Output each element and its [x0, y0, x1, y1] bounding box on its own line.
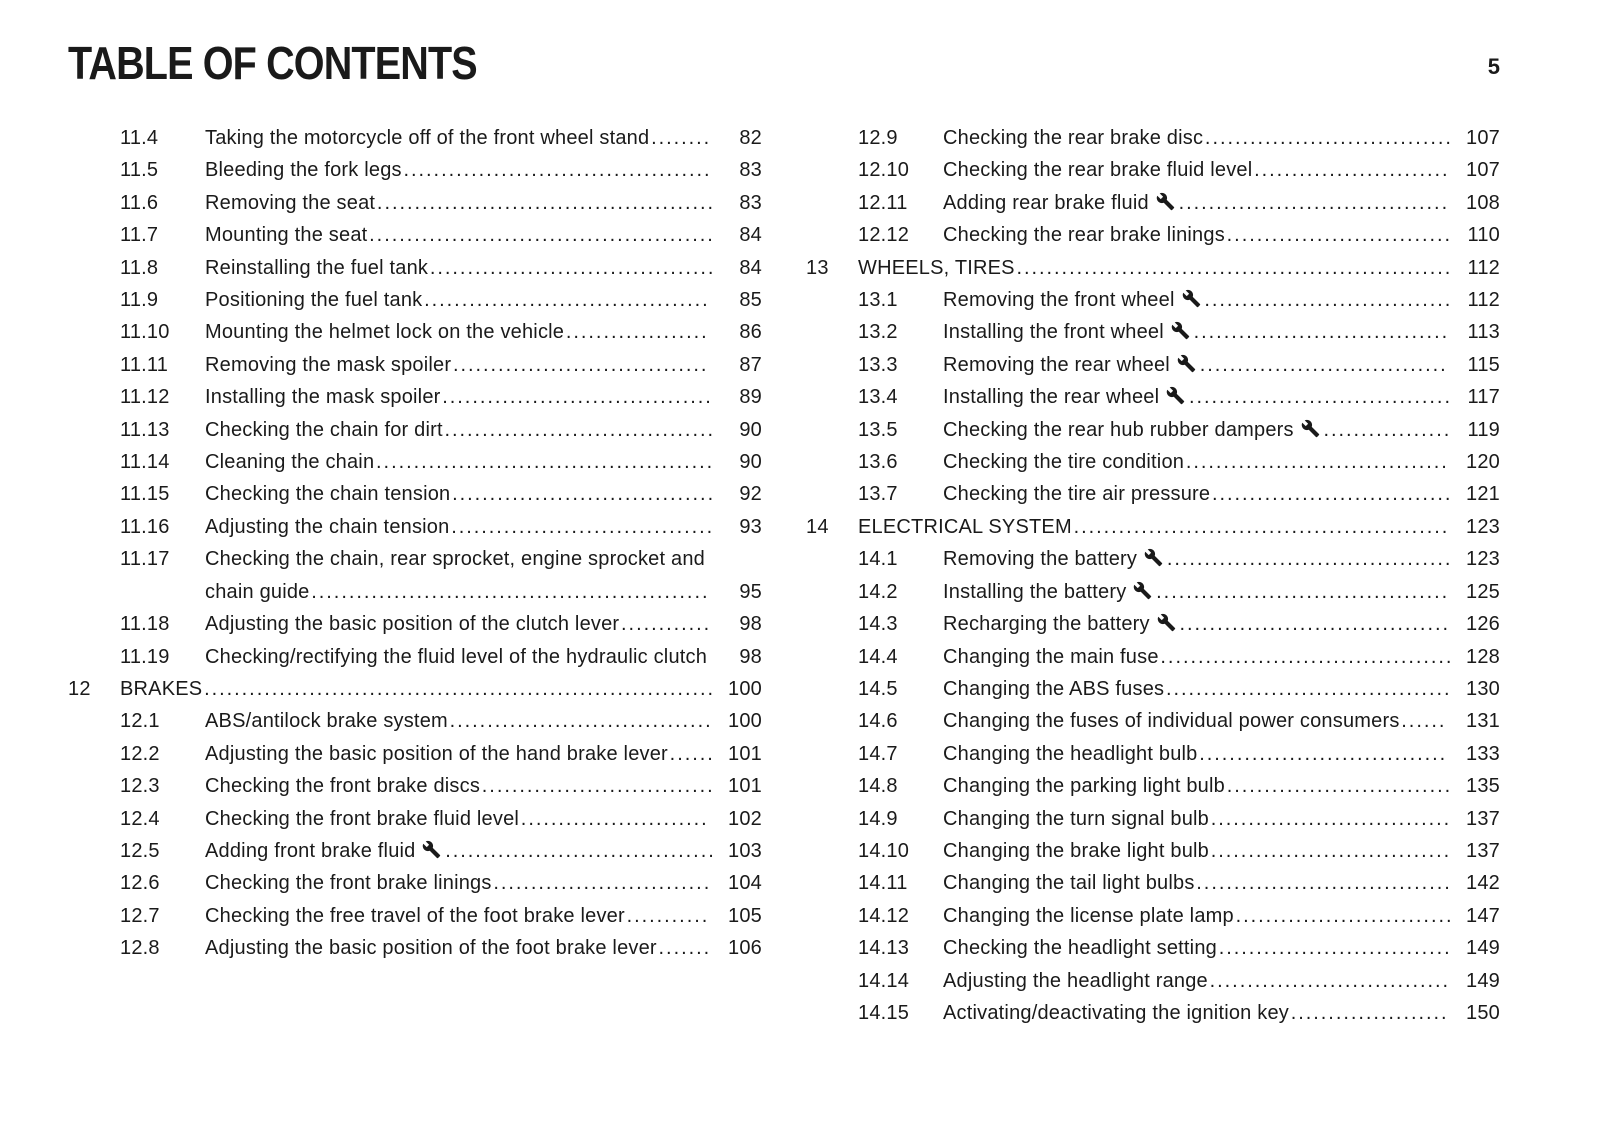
- wrench-icon: [1159, 386, 1187, 408]
- toc-entry: [68, 381, 762, 413]
- entry-page: 126: [1466, 613, 1500, 636]
- entry-page: 84: [739, 224, 762, 247]
- entry-page: 149: [1466, 969, 1500, 992]
- leader-dots: . . . . . . . . . . . . . . . . . . . . . . . . . . . . . . . . . . . .: [443, 839, 714, 862]
- entry-number: 13.3: [858, 353, 898, 376]
- entry-page: 101: [728, 742, 762, 765]
- leader-dots: . . . . . . . . . . . . . . . . . . . . .: [1288, 1001, 1447, 1024]
- entry-number: 11.9: [120, 289, 159, 312]
- entry-page: 90: [739, 451, 762, 474]
- entry-number: 11.6: [120, 191, 159, 214]
- toc-entry: [68, 900, 762, 932]
- toc-entry: [68, 705, 762, 737]
- leader-dots: . . . . . . . . . . . . . . . . . . . . . . . . . . . . . . .: [480, 775, 713, 798]
- entry-number: 11.16: [120, 515, 170, 538]
- toc-entry: [806, 414, 1500, 446]
- entry-page: 82: [739, 127, 762, 149]
- entry-page: 130: [1466, 677, 1500, 700]
- entry-page: 83: [739, 159, 762, 182]
- entry-page: 100: [728, 710, 762, 733]
- entry-page: 128: [1466, 645, 1500, 668]
- entry-number: 11.7: [120, 224, 159, 247]
- toc-entry: [806, 673, 1500, 705]
- leader-dots: . . . . . . . . . . . . . . . . . . . . . . . . . . . . . . . . . . . . . . . . . . . . . . . . . . . . . . . . . .: [1014, 256, 1451, 279]
- entry-title: Positioning the fuel tank: [205, 289, 423, 312]
- entry-number: 14.6: [858, 710, 898, 733]
- leader-dots: . . . . . . . . . . . . . . . . . . . . . . . . . . . . . .: [1224, 775, 1451, 798]
- entry-number: 11.14: [120, 451, 170, 474]
- entry-number: 12.11: [858, 191, 908, 214]
- entry-page: 117: [1467, 386, 1500, 409]
- entry-title: Adjusting the chain tension: [205, 515, 450, 538]
- entry-title: Installing the mask spoiler: [205, 386, 441, 409]
- entry-number: 12.12: [858, 224, 910, 247]
- toc-entry: [806, 349, 1500, 381]
- entry-number: 14.9: [858, 807, 898, 830]
- entry-number: 14: [806, 515, 829, 538]
- page-header: [68, 36, 1500, 90]
- entry-title: Checking the free travel of the foot brake lever: [205, 904, 625, 927]
- toc-entry: [806, 252, 1500, 284]
- entry-page: 104: [728, 872, 762, 895]
- toc-entry: [806, 316, 1500, 348]
- toc-entry: [806, 705, 1500, 737]
- entry-number: 12.3: [120, 775, 160, 798]
- toc-entry: [68, 446, 762, 478]
- entry-page: 119: [1467, 418, 1500, 441]
- entry-number: 12.9: [858, 127, 898, 149]
- entry-number: 11.18: [120, 613, 170, 636]
- leader-dots: . . . . . . . . . . . . . . . . . . . . . . . . . . . . . . . . . . . . . . . . . . . . . . . . . .: [1071, 515, 1448, 538]
- entry-number: 14.14: [858, 969, 910, 992]
- entry-page: 131: [1466, 710, 1500, 733]
- leader-dots: . . . . . . . . . . . . . . . . . . . . . . . . . . . . . . . . . . . . . .: [1165, 548, 1451, 571]
- toc-entry: [806, 576, 1500, 608]
- leader-dots: . . . . . .: [667, 742, 714, 765]
- leader-dots: . . . . . . . . . . . . . . . . . . . . . . . . . . . . . . . . .: [1197, 742, 1446, 765]
- toc-entry: [806, 738, 1500, 770]
- entry-title: Checking the chain for dirt: [205, 418, 443, 441]
- toc-entry: [806, 154, 1500, 186]
- leader-dots: . . . . . . . . . . . . . . . . . . . . . . . . . . . . . . . . . . . . . .: [428, 256, 714, 279]
- entry-title: Changing the brake light bulb: [943, 839, 1209, 862]
- entry-number: 14.5: [858, 677, 898, 700]
- entry-page: 107: [1466, 127, 1500, 149]
- toc-entry: [68, 414, 762, 446]
- entry-number: 14.3: [858, 613, 898, 636]
- entry-number: 11.13: [120, 418, 170, 441]
- entry-title: Changing the tail light bulbs: [943, 872, 1195, 895]
- page-title: TABLE OF CONTENTS: [68, 37, 477, 89]
- entry-page: 105: [728, 904, 762, 927]
- toc-entry: [68, 770, 762, 802]
- leader-dots: . . . . . . . . . . . . . . . . . . . . . . . . . . . . . . . . . . . . . . . . . . . . .: [375, 191, 714, 214]
- toc-entry: [68, 932, 762, 964]
- entry-page: 115: [1467, 353, 1500, 376]
- entry-title: Checking the tire air pressure: [943, 483, 1211, 506]
- entry-number: 12.1: [120, 710, 160, 733]
- entry-number: 11.12: [120, 386, 170, 409]
- entry-title: Changing the ABS fuses: [943, 677, 1165, 700]
- entry-page: 149: [1466, 937, 1500, 960]
- entry-number: 13.1: [858, 289, 898, 312]
- entry-title: BRAKES: [120, 677, 203, 700]
- wrench-icon: [1126, 581, 1154, 603]
- toc-entry: [806, 511, 1500, 543]
- entry-page: 123: [1466, 515, 1500, 538]
- leader-dots: . . . . . . . . . . . . . . . . . . . . . . . . . . . . . . . . . .: [1194, 872, 1450, 895]
- leader-dots: . . . . . . . . . . . . . . . . . . . . . . . . . . . . . . . . . . .: [1184, 451, 1448, 474]
- toc-entry: [68, 252, 762, 284]
- toc-entry: [68, 738, 762, 770]
- page-number: 5: [1487, 54, 1500, 79]
- entry-number: 14.7: [858, 742, 898, 765]
- entry-title: Removing the front wheel: [943, 289, 1175, 312]
- entry-page: 150: [1466, 1001, 1500, 1024]
- entry-page: 85: [739, 289, 762, 312]
- entry-number: 11.10: [120, 321, 170, 344]
- entry-number: 12.2: [120, 742, 160, 765]
- entry-title: Removing the battery: [943, 548, 1138, 571]
- leader-dots: . . . . . . . . . . . . . . . . . . . . . . . . . . . . . . . . . . . . . .: [422, 289, 708, 312]
- entry-page: 100: [728, 677, 762, 700]
- leader-dots: . . . . . . . . . . . . . . . . . . . . . . . . . . . . . . . .: [1210, 483, 1451, 506]
- leader-dots: . . . . . . . . . . . . . . . . . . . . . . . . . . . . .: [491, 872, 710, 895]
- toc-entry: [806, 381, 1500, 413]
- toc-entry: [68, 835, 762, 867]
- entry-page: 108: [1466, 191, 1500, 214]
- toc-entry: [68, 867, 762, 899]
- entry-title: Changing the headlight bulb: [943, 742, 1198, 765]
- toc-entry: [806, 867, 1500, 899]
- entry-page: 89: [739, 386, 762, 409]
- entry-title: Adding rear brake fluid: [943, 191, 1149, 214]
- entry-page: 147: [1466, 904, 1500, 927]
- leader-dots: . . . . . . . . . . . . . . . . . . . . . . . . . .: [1252, 159, 1448, 182]
- entry-title: Reinstalling the fuel tank: [205, 256, 429, 279]
- leader-dots: . . . . . . . . . . . . . . . . . . . . . . . . . . . . . . . . . .: [1191, 321, 1448, 344]
- entry-page: 86: [739, 321, 762, 344]
- toc-entry: [68, 154, 762, 186]
- leader-dots: . . . . . . . . . . . . . . . . . . . . . . . . . . . . . . . .: [1207, 969, 1449, 992]
- toc-entry: [68, 641, 762, 673]
- entry-title: Changing the turn signal bulb: [943, 807, 1209, 830]
- entry-title: Changing the fuses of individual power consumers: [943, 710, 1400, 733]
- entry-title: Adjusting the basic position of the hand brake lever: [205, 742, 668, 765]
- leader-dots: . . . . . . . . . . . .: [619, 613, 710, 636]
- entry-page: 90: [739, 418, 762, 441]
- toc-entry: [806, 803, 1500, 835]
- entry-title: Checking the rear brake linings: [943, 224, 1225, 247]
- wrench-icon: [1150, 613, 1178, 635]
- leader-dots: . . . . . . . . . . . . . . . . . . . . . . . . . . . . . . . . . . . . . . .: [1158, 645, 1452, 668]
- entry-title: Checking the rear brake fluid level: [943, 159, 1253, 182]
- toc-entry: [68, 316, 762, 348]
- entry-page: 142: [1466, 872, 1500, 895]
- entry-number: 14.12: [858, 904, 910, 927]
- entry-title: Removing the seat: [205, 191, 376, 214]
- entry-page: 112: [1467, 256, 1500, 279]
- entry-page: 106: [728, 937, 762, 960]
- entry-title: Changing the main fuse: [943, 645, 1159, 668]
- leader-dots: . . . . . . . . . . . . . . . . . . . . . . . . . . . . . .: [1224, 224, 1451, 247]
- leader-dots: . . . . . . . . . . . . . . . . . . . . . . . . . . . . . . . . . .: [451, 353, 707, 376]
- entry-number: 14.10: [858, 839, 910, 862]
- entry-page: 83: [739, 191, 762, 214]
- entry-title: Installing the battery: [943, 580, 1127, 603]
- entry-title: Recharging the battery: [943, 613, 1150, 636]
- toc-entry: [68, 478, 762, 510]
- entry-number: 13.6: [858, 451, 898, 474]
- entry-page: 125: [1466, 580, 1500, 603]
- entry-title: Checking the front brake discs: [205, 775, 481, 798]
- leader-dots: . . . . . . . . . . . . . . . . .: [1321, 418, 1450, 441]
- entry-page: 113: [1467, 321, 1500, 344]
- entry-page: 120: [1466, 451, 1500, 474]
- entry-number: 12.5: [120, 839, 160, 862]
- entry-number: 12.10: [858, 159, 910, 182]
- entry-title: Taking the motorcycle off of the front wheel stand: [205, 127, 650, 149]
- leader-dots: . . . . . . . . . . . . . . . . . . . . . . . . . . . . . . . .: [1209, 807, 1450, 830]
- wrench-icon: [1164, 321, 1192, 343]
- leader-dots: . . . . . . . . . . . . . . . . . . . . . . . . . . . . . . . . . . . . . . .: [1154, 580, 1448, 603]
- entry-page: 98: [739, 645, 762, 668]
- entry-number: 13.5: [858, 418, 898, 441]
- entry-title: Adding front brake fluid: [205, 839, 416, 862]
- entry-title: Changing the parking light bulb: [943, 775, 1225, 798]
- leader-dots: . . . . . . . . . . .: [624, 904, 708, 927]
- entry-number: 12.7: [120, 904, 160, 927]
- entry-number: 12: [68, 677, 91, 700]
- toc-column-right: [806, 122, 1500, 1029]
- entry-page: 137: [1466, 839, 1500, 862]
- entry-number: 11.8: [120, 256, 159, 279]
- leader-dots: . . . . . . . . . . . . . . . . . . . . . . . . . . . . . . . . . . . . . . . . . . . . . . . . . . . . .: [309, 580, 708, 603]
- entry-title: Changing the license plate lamp: [943, 904, 1234, 927]
- entry-number: 14.8: [858, 775, 898, 798]
- toc-entry: [806, 446, 1500, 478]
- leader-dots: . . . . . . . . . . . . . . . . . . . . . . . . . . . . . . .: [1216, 937, 1450, 960]
- wrench-icon: [415, 840, 443, 862]
- table-of-contents: [68, 122, 1500, 1029]
- leader-dots: . . . . . . . . . . . . . . . . . . . . . . . . . . . . . . . . .: [1197, 353, 1446, 376]
- leader-dots: . . . . . . . . . . . . . . . . . . . . . . . . . . . . .: [1233, 904, 1452, 927]
- leader-dots: . . . . . . . . . . . . . . . . . . . . . . . . . . . . . . . . .: [1203, 127, 1452, 149]
- toc-entry: [806, 900, 1500, 932]
- entry-page: 102: [728, 807, 762, 830]
- toc-entry: [806, 932, 1500, 964]
- toc-entry: [68, 543, 762, 608]
- wrench-icon: [1175, 289, 1203, 311]
- entry-page: 133: [1466, 742, 1500, 765]
- entry-number: 14.1: [858, 548, 898, 571]
- entry-page: 107: [1466, 159, 1500, 182]
- leader-dots: . . . . . .: [1399, 710, 1445, 733]
- entry-page: 135: [1466, 775, 1500, 798]
- entry-title: Checking the front brake fluid level: [205, 807, 520, 830]
- entry-title: Bleeding the fork legs: [205, 159, 402, 182]
- entry-page: 101: [728, 775, 762, 798]
- entry-title: Activating/deactivating the ignition key: [943, 1001, 1289, 1024]
- entry-number: 11.4: [120, 127, 159, 149]
- entry-page: 98: [739, 613, 762, 636]
- entry-number: 12.8: [120, 937, 160, 960]
- entry-number: 14.11: [858, 872, 908, 895]
- toc-entry: [68, 608, 762, 640]
- entry-title: Checking the chain tension: [205, 483, 451, 506]
- entry-number: 12.6: [120, 872, 160, 895]
- toc-entry: [806, 284, 1500, 316]
- toc-entry: [68, 284, 762, 316]
- toc-entry: [68, 219, 762, 251]
- entry-number: 14.13: [858, 937, 910, 960]
- toc-entry: [806, 835, 1500, 867]
- toc-entry: [68, 122, 762, 154]
- entry-page: 121: [1466, 483, 1500, 506]
- entry-title: Cleaning the chain: [205, 451, 375, 474]
- entry-page: 84: [739, 256, 762, 279]
- leader-dots: . . . . . . . . . . . . . . . . . . . . . . . . . . . . . . . . . . .: [1187, 386, 1451, 409]
- wrench-icon: [1294, 419, 1322, 441]
- entry-title: ELECTRICAL SYSTEM: [858, 515, 1072, 538]
- entry-title: Adjusting the basic position of the clutch lever: [205, 613, 620, 636]
- toc-entry: [68, 803, 762, 835]
- wrench-icon: [1137, 548, 1165, 570]
- entry-title: Checking the tire condition: [943, 451, 1185, 474]
- leader-dots: . . . . . . . . . . . . . . . . . . . . . . . . . . . . . . . . . . .: [447, 710, 711, 733]
- entry-page: 137: [1466, 807, 1500, 830]
- toc-entry: [68, 349, 762, 381]
- entry-title: Adjusting the basic position of the foot brake lever: [205, 937, 657, 960]
- entry-number: 11.17: [120, 548, 170, 571]
- leader-dots: . . . . . . . . . . . . . . . . . . . . . . . . . . . . . . . . . . . .: [1177, 613, 1449, 636]
- leader-dots: . . . . . . . . . . . . . . . . . . . . . . . . . . . . . . . .: [1209, 839, 1450, 862]
- leader-dots: . . . . . . . . . . . . . . . . . . . . . . . . .: [519, 807, 707, 830]
- entry-page: 95: [739, 580, 762, 603]
- entry-page: 110: [1467, 224, 1500, 247]
- entry-title: Checking the rear hub rubber dampers: [943, 418, 1294, 441]
- entry-title: Installing the rear wheel: [943, 386, 1160, 409]
- leader-dots: . . . . . . . . . . . . . . . . . . . . . . . . . . . . . . . . . . . . . . . . . . . . . . . . . . . . . . . . . . . . . . . . . . . .: [202, 677, 714, 700]
- entry-title: Mounting the seat: [205, 224, 368, 247]
- wrench-icon: [1170, 354, 1198, 376]
- entry-page: 112: [1467, 289, 1500, 312]
- leader-dots: . . . . . . . . . . . . . . . . . . . . . . . . . . . . . . . . . . . . . . . . . . . . . .: [367, 224, 714, 247]
- entry-page: 103: [728, 839, 762, 862]
- wrench-icon: [1149, 192, 1177, 214]
- toc-entry: [806, 122, 1500, 154]
- toc-entry: [806, 187, 1500, 219]
- toc-entry: [806, 608, 1500, 640]
- leader-dots: . . . . . . . . . . . . . . . . . . . . . . . . . . . . . . . . . . . .: [440, 386, 711, 409]
- entry-number: 12.4: [120, 807, 160, 830]
- leader-dots: . . . . . . . .: [649, 127, 710, 149]
- entry-title: Adjusting the headlight range: [943, 969, 1208, 992]
- toc-column-left: [68, 122, 762, 1029]
- leader-dots: . . . . . . . . . . . . . . . . . . . . . . . . . . . . . . . . . . . .: [442, 418, 714, 441]
- entry-title: Checking/rectifying the fluid level of the hydraulic clutch: [205, 645, 708, 668]
- leader-dots: . . . . . . .: [656, 937, 710, 960]
- entry-number: 11.19: [120, 645, 170, 668]
- leader-dots: . . . . . . . . . . . . . . . . . . . . . . . . . . . . . . . . . . . .: [1176, 191, 1448, 214]
- leader-dots: . . . . . . . . . . . . . . . . . . .: [564, 321, 707, 344]
- toc-entry: [806, 641, 1500, 673]
- toc-entry: [806, 219, 1500, 251]
- entry-number: 14.2: [858, 580, 898, 603]
- entry-number: 14.4: [858, 645, 898, 668]
- toc-entry: [68, 187, 762, 219]
- entry-number: 14.15: [858, 1001, 910, 1024]
- toc-entry: [806, 478, 1500, 510]
- entry-number: 11.5: [120, 159, 159, 182]
- entry-title: Checking the rear brake disc: [943, 127, 1204, 149]
- leader-dots: . . . . . . . . . . . . . . . . . . . . . . . . . . . . . . . . . . . . . . . . .: [401, 159, 710, 182]
- leader-dots: . . . . . . . . . . . . . . . . . . . . . . . . . . . . . . . . . . .: [449, 515, 713, 538]
- entry-number: 13: [806, 256, 829, 279]
- entry-number: 13.4: [858, 386, 898, 409]
- leader-dots: . . . . . . . . . . . . . . . . . . . . . . . . . . . . . . . . . . .: [450, 483, 714, 506]
- toc-entry: [68, 511, 762, 543]
- entry-title: Checking the headlight setting: [943, 937, 1217, 960]
- entry-title: Removing the mask spoiler: [205, 353, 452, 376]
- entry-page: 93: [739, 515, 762, 538]
- toc-entry: [68, 673, 762, 705]
- entry-number: 11.11: [120, 353, 169, 376]
- leader-dots: . . . . . . . . . . . . . . . . . . . . . . . . . . . . . . . . . . . . . . . . . . . . .: [374, 451, 713, 474]
- entry-page: 87: [739, 353, 762, 376]
- toc-entry: [806, 997, 1500, 1029]
- leader-dots: . . . . . . . . . . . . . . . . . . . . . . . . . . . . . . . . .: [1202, 289, 1451, 312]
- entry-title: ABS/antilock brake system: [205, 710, 448, 733]
- entry-number: 13.2: [858, 321, 898, 344]
- entry-title: Installing the front wheel: [943, 321, 1164, 344]
- entry-number: 13.7: [858, 483, 898, 506]
- entry-title: Checking the front brake linings: [205, 872, 492, 895]
- entry-title: Removing the rear wheel: [943, 353, 1170, 376]
- toc-entry: [806, 965, 1500, 997]
- entry-number: 11.15: [120, 483, 170, 506]
- entry-title: Mounting the helmet lock on the vehicle: [205, 321, 565, 344]
- entry-page: 123: [1466, 548, 1500, 571]
- entry-title: WHEELS, TIRES: [858, 256, 1015, 279]
- entry-title: Checking the chain, rear sprocket, engine sprocket and chain guide: [205, 548, 705, 603]
- entry-page: 92: [739, 483, 762, 506]
- leader-dots: . . . . . . . . . . . . . . . . . . . . . . . . . . . . . . . . . . . . . .: [1164, 677, 1450, 700]
- toc-entry: [806, 770, 1500, 802]
- toc-entry: [806, 543, 1500, 575]
